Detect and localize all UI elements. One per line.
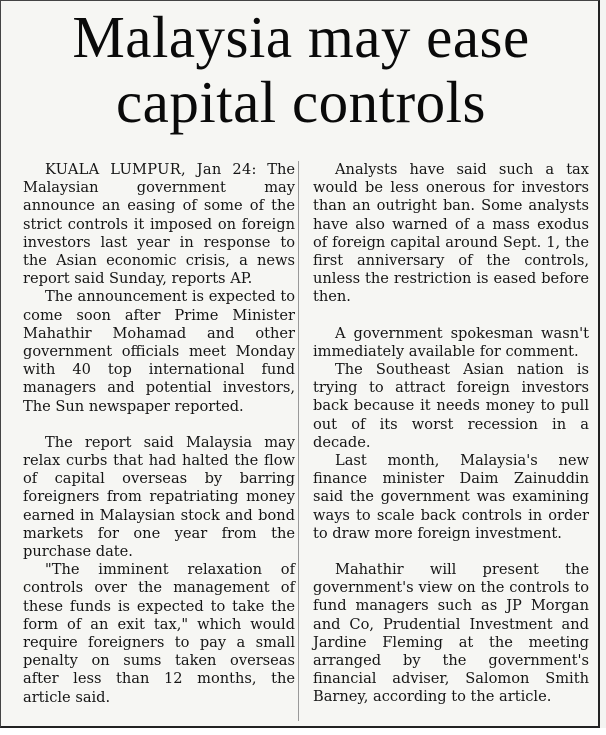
dateline: KUALA LUMPUR, Jan 24: — [45, 161, 257, 178]
headline — [1, 5, 601, 135]
paragraph-6: A government spokesman wasn't immediately available for comment. — [313, 324, 589, 360]
headline-line-2: capital controls — [115, 69, 487, 135]
paragraph-7: The Southeast Asian nation is trying to attract foreign investors back because it needs money to pull out of its worst recession in a decade. — [313, 361, 589, 451]
column-divider — [298, 161, 299, 721]
paragraph-4: "The imminent relaxation of controls over the management of these funds is expected to take the form of an exit tax," which would require foreigners to pay a small penalty on sums taken overseas after less than 12 months, the article said. — [23, 561, 295, 706]
paragraph-5: Analysts have said such a tax would be less onerous for investors than an outright ban. Some analysts have also warned of a mass exodus of foreign capital around Sept. 1, the first anniversary of the controls, unless the restriction is eased before then. — [313, 161, 589, 306]
page-edge — [0, 728, 606, 735]
paragraph-2: The announcement is expected to come soon after Prime Minister Mahathir Mohamad and other government officials meet Monday with 40 top international fund managers and potential investors, The Sun newspaper reported. — [23, 288, 295, 415]
paragraph-1 — [23, 161, 295, 288]
left-column — [23, 161, 295, 707]
headline-line-1: Malaysia may ease — [72, 4, 530, 70]
paragraph-9: Mahathir will present the government's view on the controls to fund managers such as JP Morgan and Co, Prudential Investment and Jardine Fleming at the meeting arranged by the government's financial adviser, Salomon Smith Barney, according to the article. — [313, 561, 589, 706]
paragraph-8: Last month, Malaysia's new finance minister Daim Zainuddin said the government was examining ways to scale back controls in order to draw more foreign investment. — [313, 452, 589, 542]
paragraph-3: The report said Malaysia may relax curbs that had halted the flow of capital overseas by barring foreigners from repatriating money earned in Malaysian stock and bond markets for one year from the purchase date. — [23, 433, 295, 561]
right-column — [313, 161, 589, 707]
paragraph-1-text: The Malaysian government may announce an easing of some of the strict controls it imposed on foreign investors last year in response to the Asian economic crisis, a news report said Sunday, reports AP. — [23, 161, 296, 288]
